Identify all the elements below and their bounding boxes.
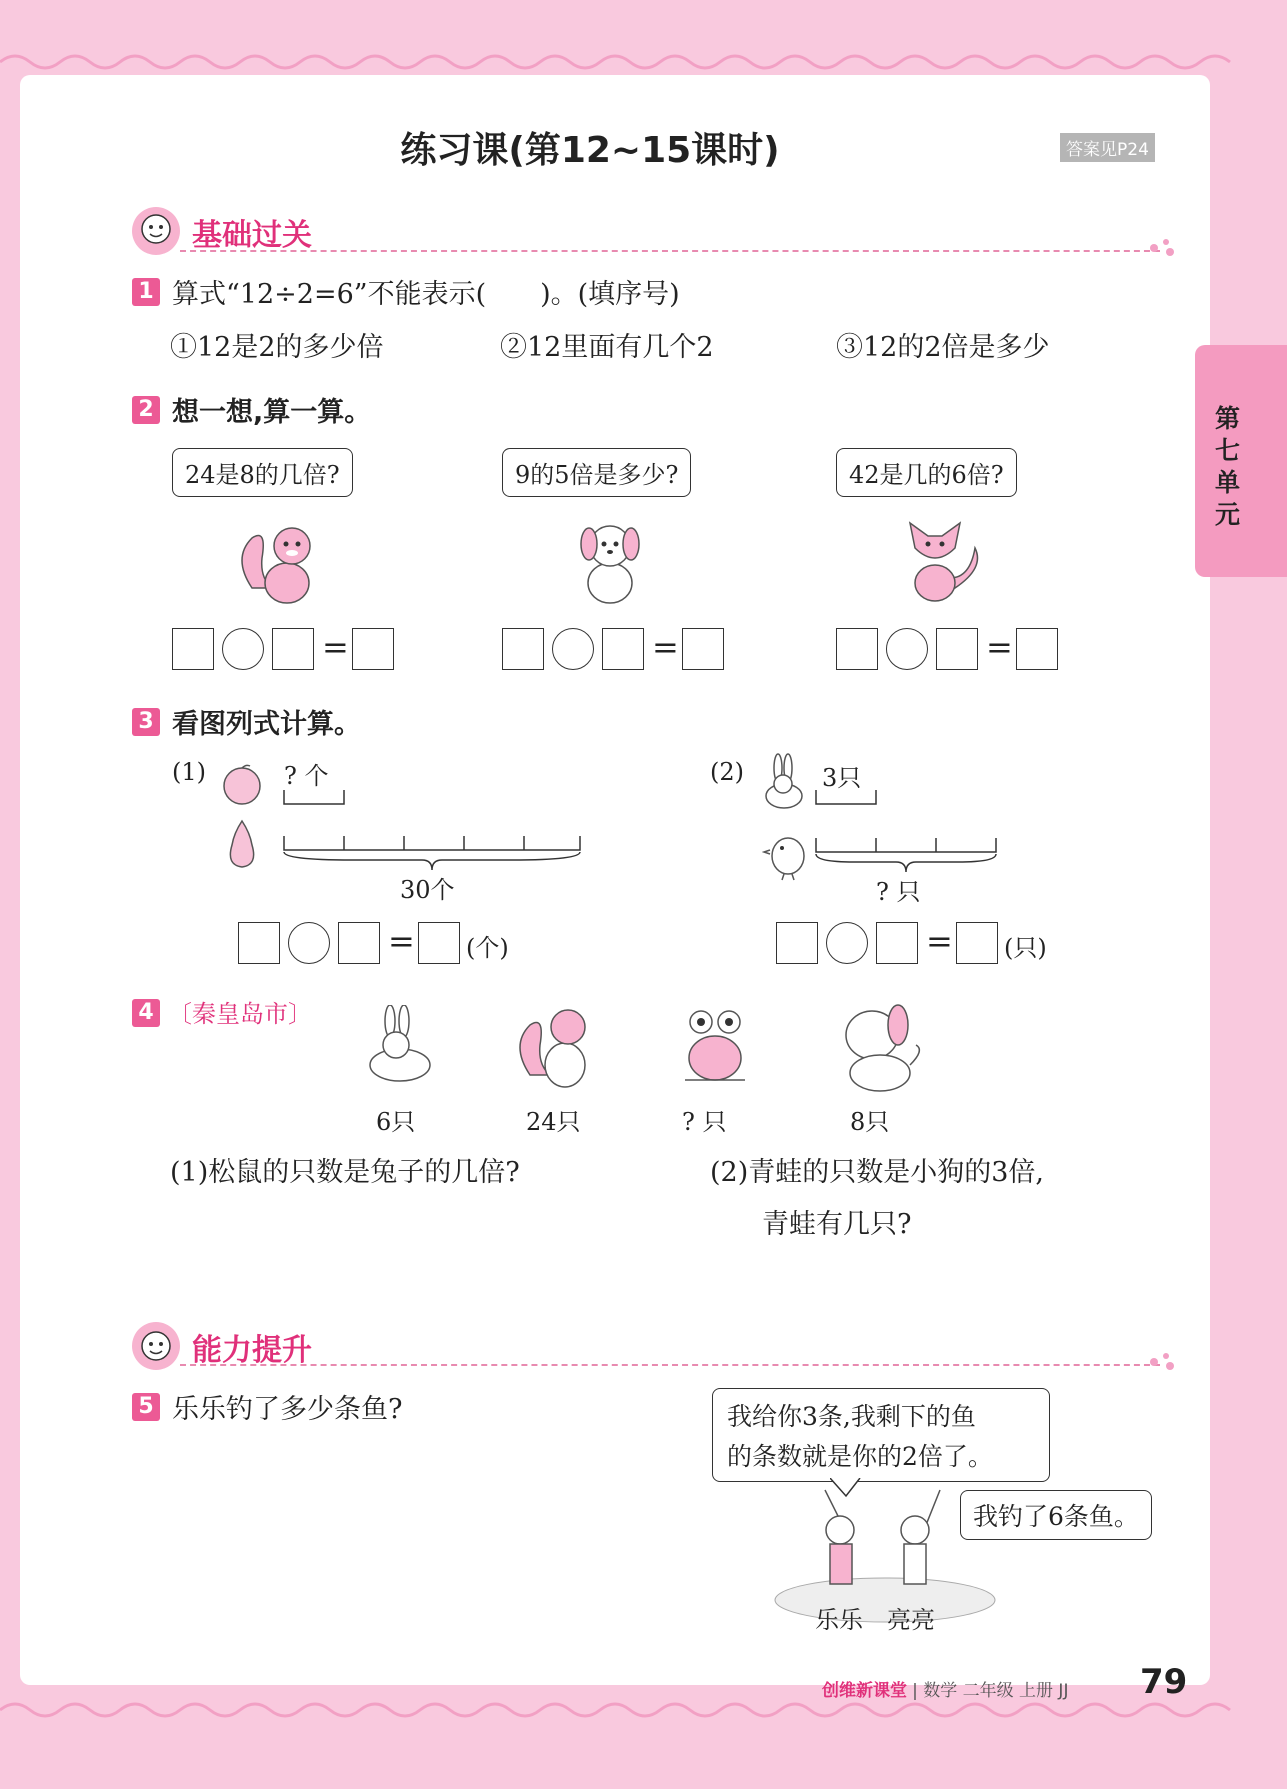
q4-sub-question-2-line1: (2)青蛙的只数是小狗的3倍, (710, 1157, 1045, 1188)
q3-eq1-answer-box[interactable] (418, 922, 460, 964)
q3-eq2-answer-box[interactable] (956, 922, 998, 964)
q2-eq2-operator-circle[interactable] (552, 628, 594, 670)
frog-icon (675, 1000, 755, 1088)
q2-eq1-equals: = (322, 628, 349, 666)
q4-source-tag: 〔秦皇岛市〕 (168, 1000, 312, 1028)
squirrel-icon (510, 995, 600, 1095)
section-divider-basic (180, 250, 1160, 252)
q4-count-squirrel: 24只 (526, 1108, 581, 1136)
bottom-border-wave (0, 1690, 1287, 1789)
q3-part1-bottom-segments (282, 830, 582, 874)
q2-eq1-operator-circle[interactable] (222, 628, 264, 670)
q3-eq1-operator-circle[interactable] (288, 922, 330, 964)
q3-eq1-box-1[interactable] (238, 922, 280, 964)
q2-eq3-box-2[interactable] (936, 628, 978, 670)
q4-sub-question-1: (1)松鼠的只数是兔子的几倍? (170, 1157, 520, 1188)
footer-book-info: | 数学 二年级 上册 JJ (912, 1681, 1069, 1701)
q1-number-badge: 1 (132, 278, 160, 306)
q2-eq2-equals: = (652, 628, 679, 666)
q5-bubble-lele-line1: 我给你3条,我剩下的鱼 (727, 1402, 976, 1431)
q2-speech-bubble-1: 24是8的几倍? (172, 448, 353, 497)
q3-eq2-box-2[interactable] (876, 922, 918, 964)
q4-number-badge: 4 (132, 999, 160, 1027)
pear-icon (220, 815, 264, 869)
q5-number-badge: 5 (132, 1393, 160, 1421)
q5-speech-bubble-lele (712, 1388, 1050, 1482)
footer-brand: 创维新课堂 (822, 1681, 907, 1701)
q2-number-badge: 2 (132, 396, 160, 424)
q3-eq2-equals: = (926, 922, 953, 960)
q3-eq1-box-2[interactable] (338, 922, 380, 964)
q5-speech-bubble-liangliang: 我钓了6条鱼。 (960, 1490, 1152, 1540)
q1-option-2: ②12里面有几个2 (500, 332, 714, 363)
q3-part1-bottom-label: 30个 (400, 876, 455, 904)
q3-eq1-unit: (个) (466, 934, 509, 962)
divider-dots-icon (1148, 236, 1178, 260)
unit-tab-label: 第七单元 (1215, 404, 1241, 529)
q2-eq1-box-1[interactable] (172, 628, 214, 670)
puppy-icon (565, 508, 655, 608)
section-divider-advanced (180, 1364, 1160, 1366)
q1-option-3: ③12的2倍是多少 (836, 332, 1050, 363)
q4-count-rabbit: 6只 (376, 1108, 416, 1136)
footer-series-info (822, 1676, 1068, 1701)
q2-speech-bubble-3: 42是几的6倍? (836, 448, 1017, 497)
q4-count-puppy: 8只 (850, 1108, 890, 1136)
divider-dots-icon (1148, 1350, 1178, 1374)
q2-eq3-answer-box[interactable] (1016, 628, 1058, 670)
puppy-icon (820, 995, 930, 1095)
q3-text: 看图列式计算。 (172, 709, 361, 740)
q1-text: 算式“12÷2=6”不能表示( )。(填序号) (172, 279, 680, 310)
q3-part1-top-bracket (282, 790, 352, 810)
q3-part2-top-label: 3只 (822, 764, 862, 792)
apple-icon (220, 762, 264, 806)
rabbit-icon (758, 752, 810, 812)
q2-eq3-box-1[interactable] (836, 628, 878, 670)
teacher-avatar-icon (130, 205, 182, 257)
chick-icon (762, 822, 812, 882)
q3-eq1-equals: = (388, 922, 415, 960)
q3-part1-top-label: ? 个 (284, 762, 329, 790)
q2-eq3-operator-circle[interactable] (886, 628, 928, 670)
q1-option-1: ①12是2的多少倍 (170, 332, 384, 363)
answer-ref-badge: 答案见P24 (1060, 133, 1155, 162)
q3-part1-label: (1) (172, 758, 206, 786)
q2-eq2-box-2[interactable] (602, 628, 644, 670)
q5-text: 乐乐钓了多少条鱼? (172, 1394, 403, 1425)
q3-eq2-box-1[interactable] (776, 922, 818, 964)
q5-bubble-lele-line2: 的条数就是你的2倍了。 (727, 1442, 993, 1471)
q3-part2-label: (2) (710, 758, 744, 786)
q4-sub-question-2-line2: 青蛙有几只? (762, 1209, 912, 1240)
q3-eq2-unit: (只) (1004, 934, 1047, 962)
section-title-basic: 基础过关 (192, 218, 312, 253)
fox-icon (890, 508, 990, 608)
q2-eq2-answer-box[interactable] (682, 628, 724, 670)
squirrel-icon (232, 508, 322, 608)
q3-part2-top-bracket (814, 790, 884, 810)
q3-part2-bottom-segments (814, 832, 1004, 876)
section-title-advanced: 能力提升 (192, 1333, 312, 1368)
q2-eq1-answer-box[interactable] (352, 628, 394, 670)
unit-side-tab (1195, 345, 1287, 577)
q2-speech-bubble-2: 9的5倍是多少? (502, 448, 691, 497)
page-number: 79 (1140, 1662, 1188, 1702)
q2-text: 想一想,算一算。 (172, 397, 372, 428)
q3-part2-bottom-label: ? 只 (876, 878, 921, 906)
rabbit-icon (358, 1005, 438, 1085)
q5-character-names: 乐乐 亮亮 (815, 1606, 935, 1634)
page-title: 练习课(第12~15课时) (400, 130, 780, 171)
q3-eq2-operator-circle[interactable] (826, 922, 868, 964)
q2-eq2-box-1[interactable] (502, 628, 544, 670)
q4-count-frog: ? 只 (682, 1108, 727, 1136)
q2-eq3-equals: = (986, 628, 1013, 666)
q2-eq1-box-2[interactable] (272, 628, 314, 670)
q3-number-badge: 3 (132, 708, 160, 736)
student-avatar-icon (130, 1320, 182, 1372)
